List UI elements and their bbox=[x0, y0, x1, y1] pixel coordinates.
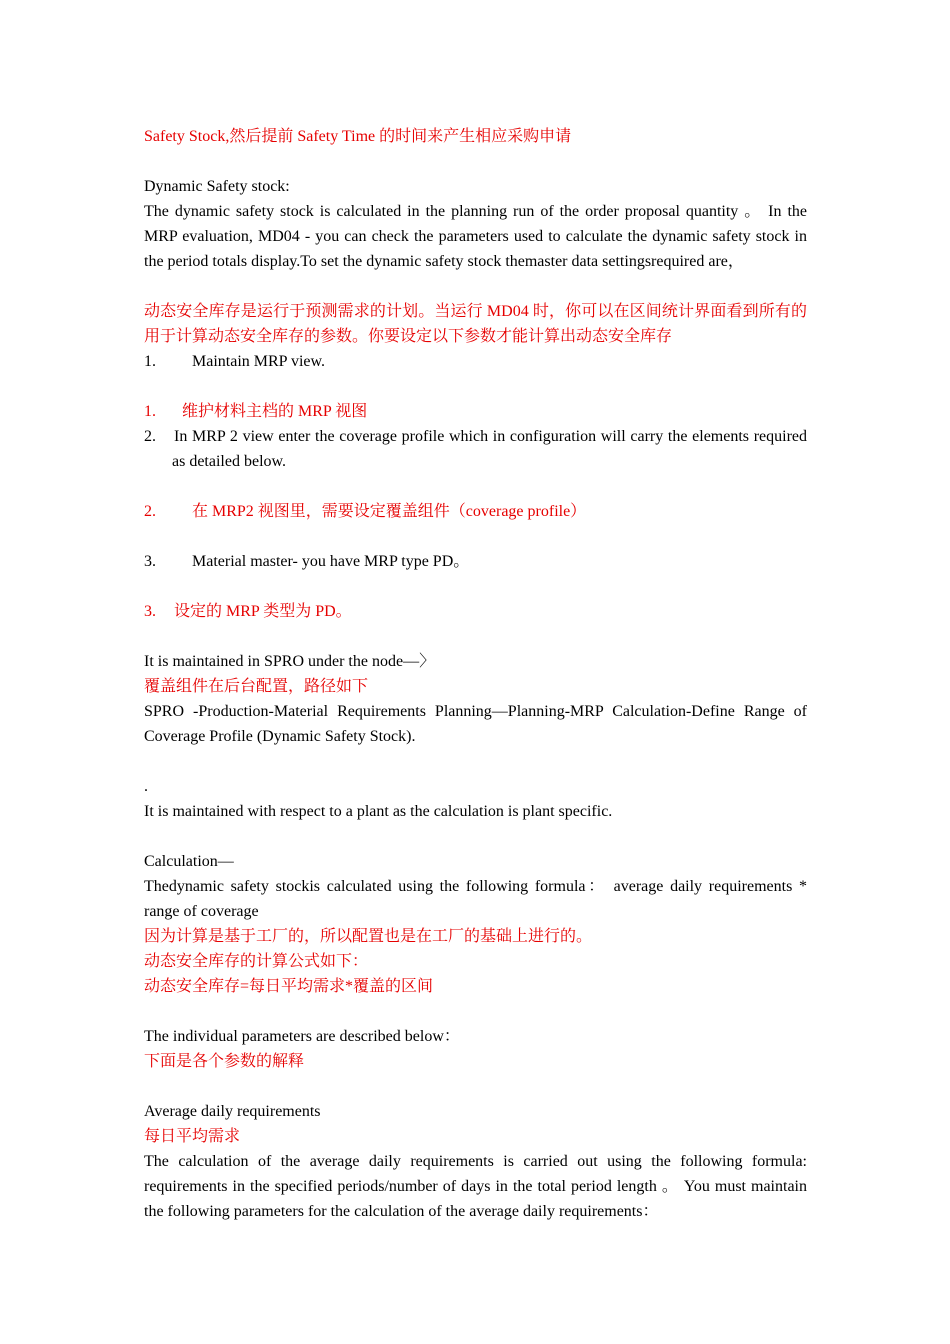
calculation-cn-2: 动态安全库存的计算公式如下： bbox=[144, 953, 369, 970]
step-1-text: Maintain MRP view. bbox=[192, 353, 326, 370]
calculation-formula: Thedynamic safety stockis calculated using the following formula： average daily requirements * range of coverage bbox=[144, 878, 807, 920]
dynamic-safety-stock-paragraph: The dynamic safety stock is calculated in the planning run of the order proposal quantity 。 In the MRP evaluation, MD04 - you can check the parameters used to calculate the dynamic safety stock in the period totals display.To set the dynamic safety stock themaster data settingsrequired are， bbox=[144, 203, 807, 270]
spacer bbox=[144, 524, 807, 549]
spro-path: SPRO -Production-Material Requirements Planning—Planning-MRP Calculation-Define Range of Coverage Profile (Dynamic Safety Stock). bbox=[144, 703, 807, 745]
average-daily-heading: Average daily requirements bbox=[144, 1103, 321, 1120]
dynamic-safety-stock-paragraph-cn: 动态安全库存是运行于预测需求的计划。当运行 MD04 时，你可以在区间统计界面看到所有的用于计算动态安全库存的参数。你要设定以下参数才能计算出动态安全库存 bbox=[144, 303, 807, 345]
step-1-cn-number: 1. bbox=[144, 403, 156, 420]
calculation-cn-3: 动态安全库存=每日平均需求*覆盖的区间 bbox=[144, 978, 434, 995]
spacer bbox=[144, 474, 807, 499]
step-3-cn bbox=[144, 599, 807, 624]
average-daily-cn: 每日平均需求 bbox=[144, 1128, 241, 1145]
dynamic-safety-stock-heading: Dynamic Safety stock: bbox=[144, 178, 290, 195]
spacer bbox=[144, 1074, 807, 1099]
calculation-cn-1: 因为计算是基于工厂的，所以配置也是在工厂的基础上进行的。 bbox=[144, 928, 593, 945]
step-2-number: 2. bbox=[144, 428, 156, 445]
spacer bbox=[144, 624, 807, 649]
calculation-heading: Calculation— bbox=[144, 853, 234, 870]
step-3-text: Material master- you have MRP type PD。 bbox=[192, 553, 470, 570]
document-page bbox=[144, 124, 807, 1224]
spro-intro: It is maintained in SPRO under the node—〉 bbox=[144, 653, 436, 670]
parameters-intro: The individual parameters are described below： bbox=[144, 1028, 460, 1045]
step-1-cn bbox=[144, 399, 807, 424]
spacer bbox=[144, 999, 807, 1024]
spacer bbox=[144, 274, 807, 299]
step-3 bbox=[144, 549, 807, 574]
step-1-number: 1. bbox=[144, 353, 156, 370]
step-2-cn-number: 2. bbox=[144, 503, 156, 520]
parameters-cn: 下面是各个参数的解释 bbox=[144, 1053, 305, 1070]
spacer bbox=[144, 149, 807, 174]
step-2-cn bbox=[144, 499, 807, 524]
average-daily-paragraph: The calculation of the average daily requirements is carried out using the following formula: requirements in the specified periods/number of days in the total period length 。 You must maintain the following parameters for the calculation of the average daily requirements： bbox=[144, 1153, 807, 1220]
spacer bbox=[144, 749, 807, 774]
spro-cn: 覆盖组件在后台配置，路径如下 bbox=[144, 678, 369, 695]
dot-line: . bbox=[144, 778, 148, 795]
intro-cn-line: Safety Stock,然后提前 Safety Time 的时间来产生相应采购申请 bbox=[144, 128, 572, 145]
spacer bbox=[144, 374, 807, 399]
step-3-cn-text: 设定的 MRP 类型为 PD。 bbox=[174, 603, 352, 620]
step-3-number: 3. bbox=[144, 553, 156, 570]
step-1 bbox=[144, 349, 807, 374]
spacer bbox=[144, 824, 807, 849]
step-2 bbox=[144, 424, 807, 474]
step-2-cn-text: 在 MRP2 视图里，需要设定覆盖组件（coverage profile） bbox=[192, 503, 587, 520]
step-1-cn-text: 维护材料主档的 MRP 视图 bbox=[182, 403, 368, 420]
spacer bbox=[144, 574, 807, 599]
step-3-cn-number: 3. bbox=[144, 603, 156, 620]
plant-note: It is maintained with respect to a plant as the calculation is plant specific. bbox=[144, 803, 613, 820]
step-2-text: In MRP 2 view enter the coverage profile which in configuration will carry the elements required as detailed below. bbox=[172, 428, 807, 470]
